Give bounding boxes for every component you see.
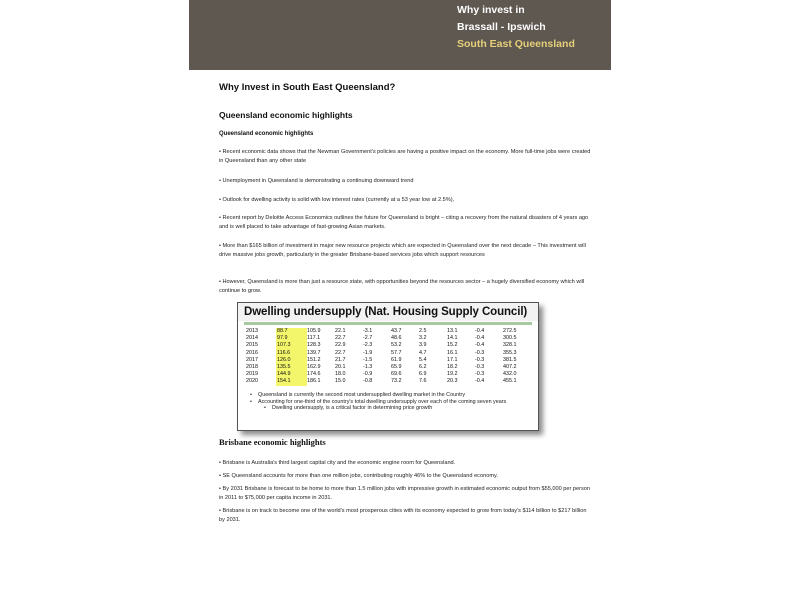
qld-bullet-4: • Recent report by Deloitte Access Economics outlines the future for Queensland is bright – citing a recovery from the natural disasters of 4 years ago and is well placed to take advantage of fast-growing Asian markets.: [219, 215, 589, 230]
table-cell: 105.9: [307, 328, 321, 334]
table-cell: -0.4: [475, 378, 485, 385]
table-cell: 5.4: [419, 356, 427, 363]
table-cell: -3.1: [363, 328, 373, 334]
figure-subnote: • Dwelling undersupply, is a critical factor in determining price growth: [250, 405, 532, 412]
figure-note-1: • Queensland is currently the second most undersupplied dwelling market in the Country: [250, 392, 532, 399]
table-cell-year: 2017: [246, 356, 258, 363]
table-cell: 65.9: [391, 364, 402, 371]
table-cell: 15.2: [447, 342, 458, 349]
table-cell: 2.5: [419, 328, 427, 334]
table-cell-year: 2016: [246, 349, 258, 356]
table-cell: -1.9: [363, 349, 373, 356]
table-cell: 18.0: [335, 371, 346, 378]
table-cell-year: 2018: [246, 364, 258, 371]
table-cell: 88.7: [276, 328, 307, 335]
figure-title: Dwelling undersupply (Nat. Housing Supply Council): [238, 303, 538, 321]
table-cell: 272.5: [503, 328, 517, 334]
table-cell: 22.9: [335, 342, 346, 349]
table-cell: -0.3: [475, 364, 485, 371]
table-row: [246, 378, 531, 385]
table-cell: -0.4: [475, 335, 485, 342]
table-cell: 43.7: [391, 328, 402, 334]
table-row: [246, 364, 531, 371]
table-cell: 162.9: [307, 364, 321, 371]
table-cell-year: 2020: [246, 378, 258, 385]
table-cell: 4.7: [419, 349, 427, 356]
table-row: [246, 335, 531, 342]
table-row: [246, 357, 531, 364]
section-title-queensland: Queensland economic highlights: [219, 110, 353, 120]
table-cell: 14.1: [447, 335, 458, 342]
header-banner: [189, 0, 611, 70]
table-cell: 6.9: [419, 371, 427, 378]
dwelling-undersupply-figure: [237, 302, 539, 431]
table-cell: 73.2: [391, 378, 402, 385]
table-cell: 16.1: [447, 349, 458, 356]
table-row: [246, 342, 531, 349]
table-cell: -0.3: [475, 371, 485, 378]
table-cell: 355.3: [503, 349, 517, 356]
table-cell: -0.9: [363, 371, 373, 378]
table-cell: 3.9: [419, 342, 427, 349]
table-cell: -1.3: [363, 364, 373, 371]
table-cell: 126.0: [276, 357, 307, 364]
bris-bullet-4: • Brisbane is on track to become one of the world's most prosperous cities with its economy expected to grow from today's $114 billion to $217 billion by 2031.: [219, 508, 587, 523]
table-cell: 107.3: [276, 342, 307, 349]
bris-bullet-2: • SE Queensland accounts for more than one million jobs, contributing roughly 46% to the Queensland economy.: [219, 473, 498, 479]
table-cell: 7.6: [419, 378, 427, 385]
bris-bullet-3: • By 2031 Brisbane is forecast to be home to more than 1.5 million jobs with impressive growth in estimated economic output from $55,000 per person in 2011 to $75,000 per capita income in 2031.: [219, 486, 591, 501]
table-row: [246, 350, 531, 357]
table-cell: -1.5: [363, 356, 373, 363]
section-title-brisbane: Brisbane economic highlights: [219, 437, 326, 447]
table-cell: 19.2: [447, 371, 458, 378]
qld-bullet-2: • Unemployment in Queensland is demonstrating a continuing downward trend: [219, 178, 414, 184]
table-cell: 22.7: [335, 335, 346, 342]
page-title: Why Invest in South East Queensland?: [219, 82, 396, 93]
table-cell: 174.6: [307, 371, 321, 378]
table-row: [246, 371, 531, 378]
table-cell: 6.2: [419, 364, 427, 371]
table-cell: -2.7: [363, 335, 373, 342]
table-cell: 3.2: [419, 335, 427, 342]
table-cell: 20.3: [447, 378, 458, 385]
document-page: [189, 0, 611, 600]
table-cell: 22.7: [335, 349, 346, 356]
table-cell-year: 2019: [246, 371, 258, 378]
table-cell: 21.7: [335, 356, 346, 363]
qld-bullet-1: • Recent economic data shows that the Newman Government's policies are having a positive impact on the economy. More full-time jobs were created in Queensland than any other state: [219, 149, 591, 164]
table-cell: 13.1: [447, 328, 458, 334]
table-cell: 61.9: [391, 356, 402, 363]
table-cell: 135.5: [276, 364, 307, 371]
table-cell: 186.1: [307, 378, 321, 385]
table-cell: 57.7: [391, 349, 402, 356]
table-cell: 139.7: [307, 349, 321, 356]
table-cell: 407.2: [503, 364, 517, 371]
table-cell: 381.5: [503, 356, 517, 363]
table-cell: -2.3: [363, 342, 373, 349]
banner-line-3: South East Queensland: [457, 38, 575, 50]
figure-title-rule: [244, 322, 532, 325]
table-cell: 17.1: [447, 356, 458, 363]
qld-bullet-6: • However, Queensland is more than just a resource state, with opportunities beyond the resources sector – a hugely diversified economy which will continue to grow.: [219, 279, 585, 294]
table-cell: 18.2: [447, 364, 458, 371]
banner-line-1: Why invest in: [457, 4, 525, 16]
table-cell: -0.3: [475, 356, 485, 363]
table-cell: 128.3: [307, 342, 321, 349]
table-cell: 151.2: [307, 356, 321, 363]
figure-note-2: • Accounting for one-third of the country's total dwelling undersupply over each of the coming seven years: [250, 399, 532, 406]
table-cell: 328.1: [503, 342, 517, 349]
table-cell: 300.5: [503, 335, 517, 342]
table-cell: 22.1: [335, 328, 346, 334]
table-cell: 48.6: [391, 335, 402, 342]
table-cell-year: 2015: [246, 342, 258, 349]
table-cell: -0.4: [475, 328, 485, 334]
table-cell: 455.1: [503, 378, 517, 385]
table-cell: 432.0: [503, 371, 517, 378]
table-cell: -0.4: [475, 342, 485, 349]
section-subtitle-queensland: Queensland economic highlights: [219, 131, 314, 137]
table-cell: -0.3: [475, 349, 485, 356]
table-cell: 144.9: [276, 371, 307, 378]
table-cell: 20.1: [335, 364, 346, 371]
table-cell: 15.0: [335, 378, 346, 385]
table-cell-year: 2014: [246, 335, 258, 342]
table-cell: 97.9: [276, 335, 307, 342]
table-cell: 154.1: [276, 378, 307, 385]
undersupply-table: [246, 328, 531, 386]
figure-notes: [250, 392, 532, 412]
table-cell: 53.2: [391, 342, 402, 349]
bris-bullet-1: • Brisbane is Australia's third largest capital city and the economic engine room for Queensland.: [219, 460, 456, 466]
qld-bullet-3: • Outlook for dwelling activity is solid with low interest rates (currently at a 53 year low at 2.5%),: [219, 197, 455, 203]
qld-bullet-5: • More than $165 billion of investment in major new resource projects which are expected in Queensland over the next decade – This investment will drive massive jobs growth, particularly in the greater Brisbane-based services jobs which support resources: [219, 243, 586, 258]
table-cell-year: 2013: [246, 328, 258, 334]
table-cell: -0.8: [363, 378, 373, 385]
banner-line-2: Brassall - Ipswich: [457, 21, 546, 33]
table-cell: 117.1: [307, 335, 321, 342]
table-cell: 69.6: [391, 371, 402, 378]
table-cell: 116.6: [276, 350, 307, 357]
table-row: [246, 328, 531, 335]
